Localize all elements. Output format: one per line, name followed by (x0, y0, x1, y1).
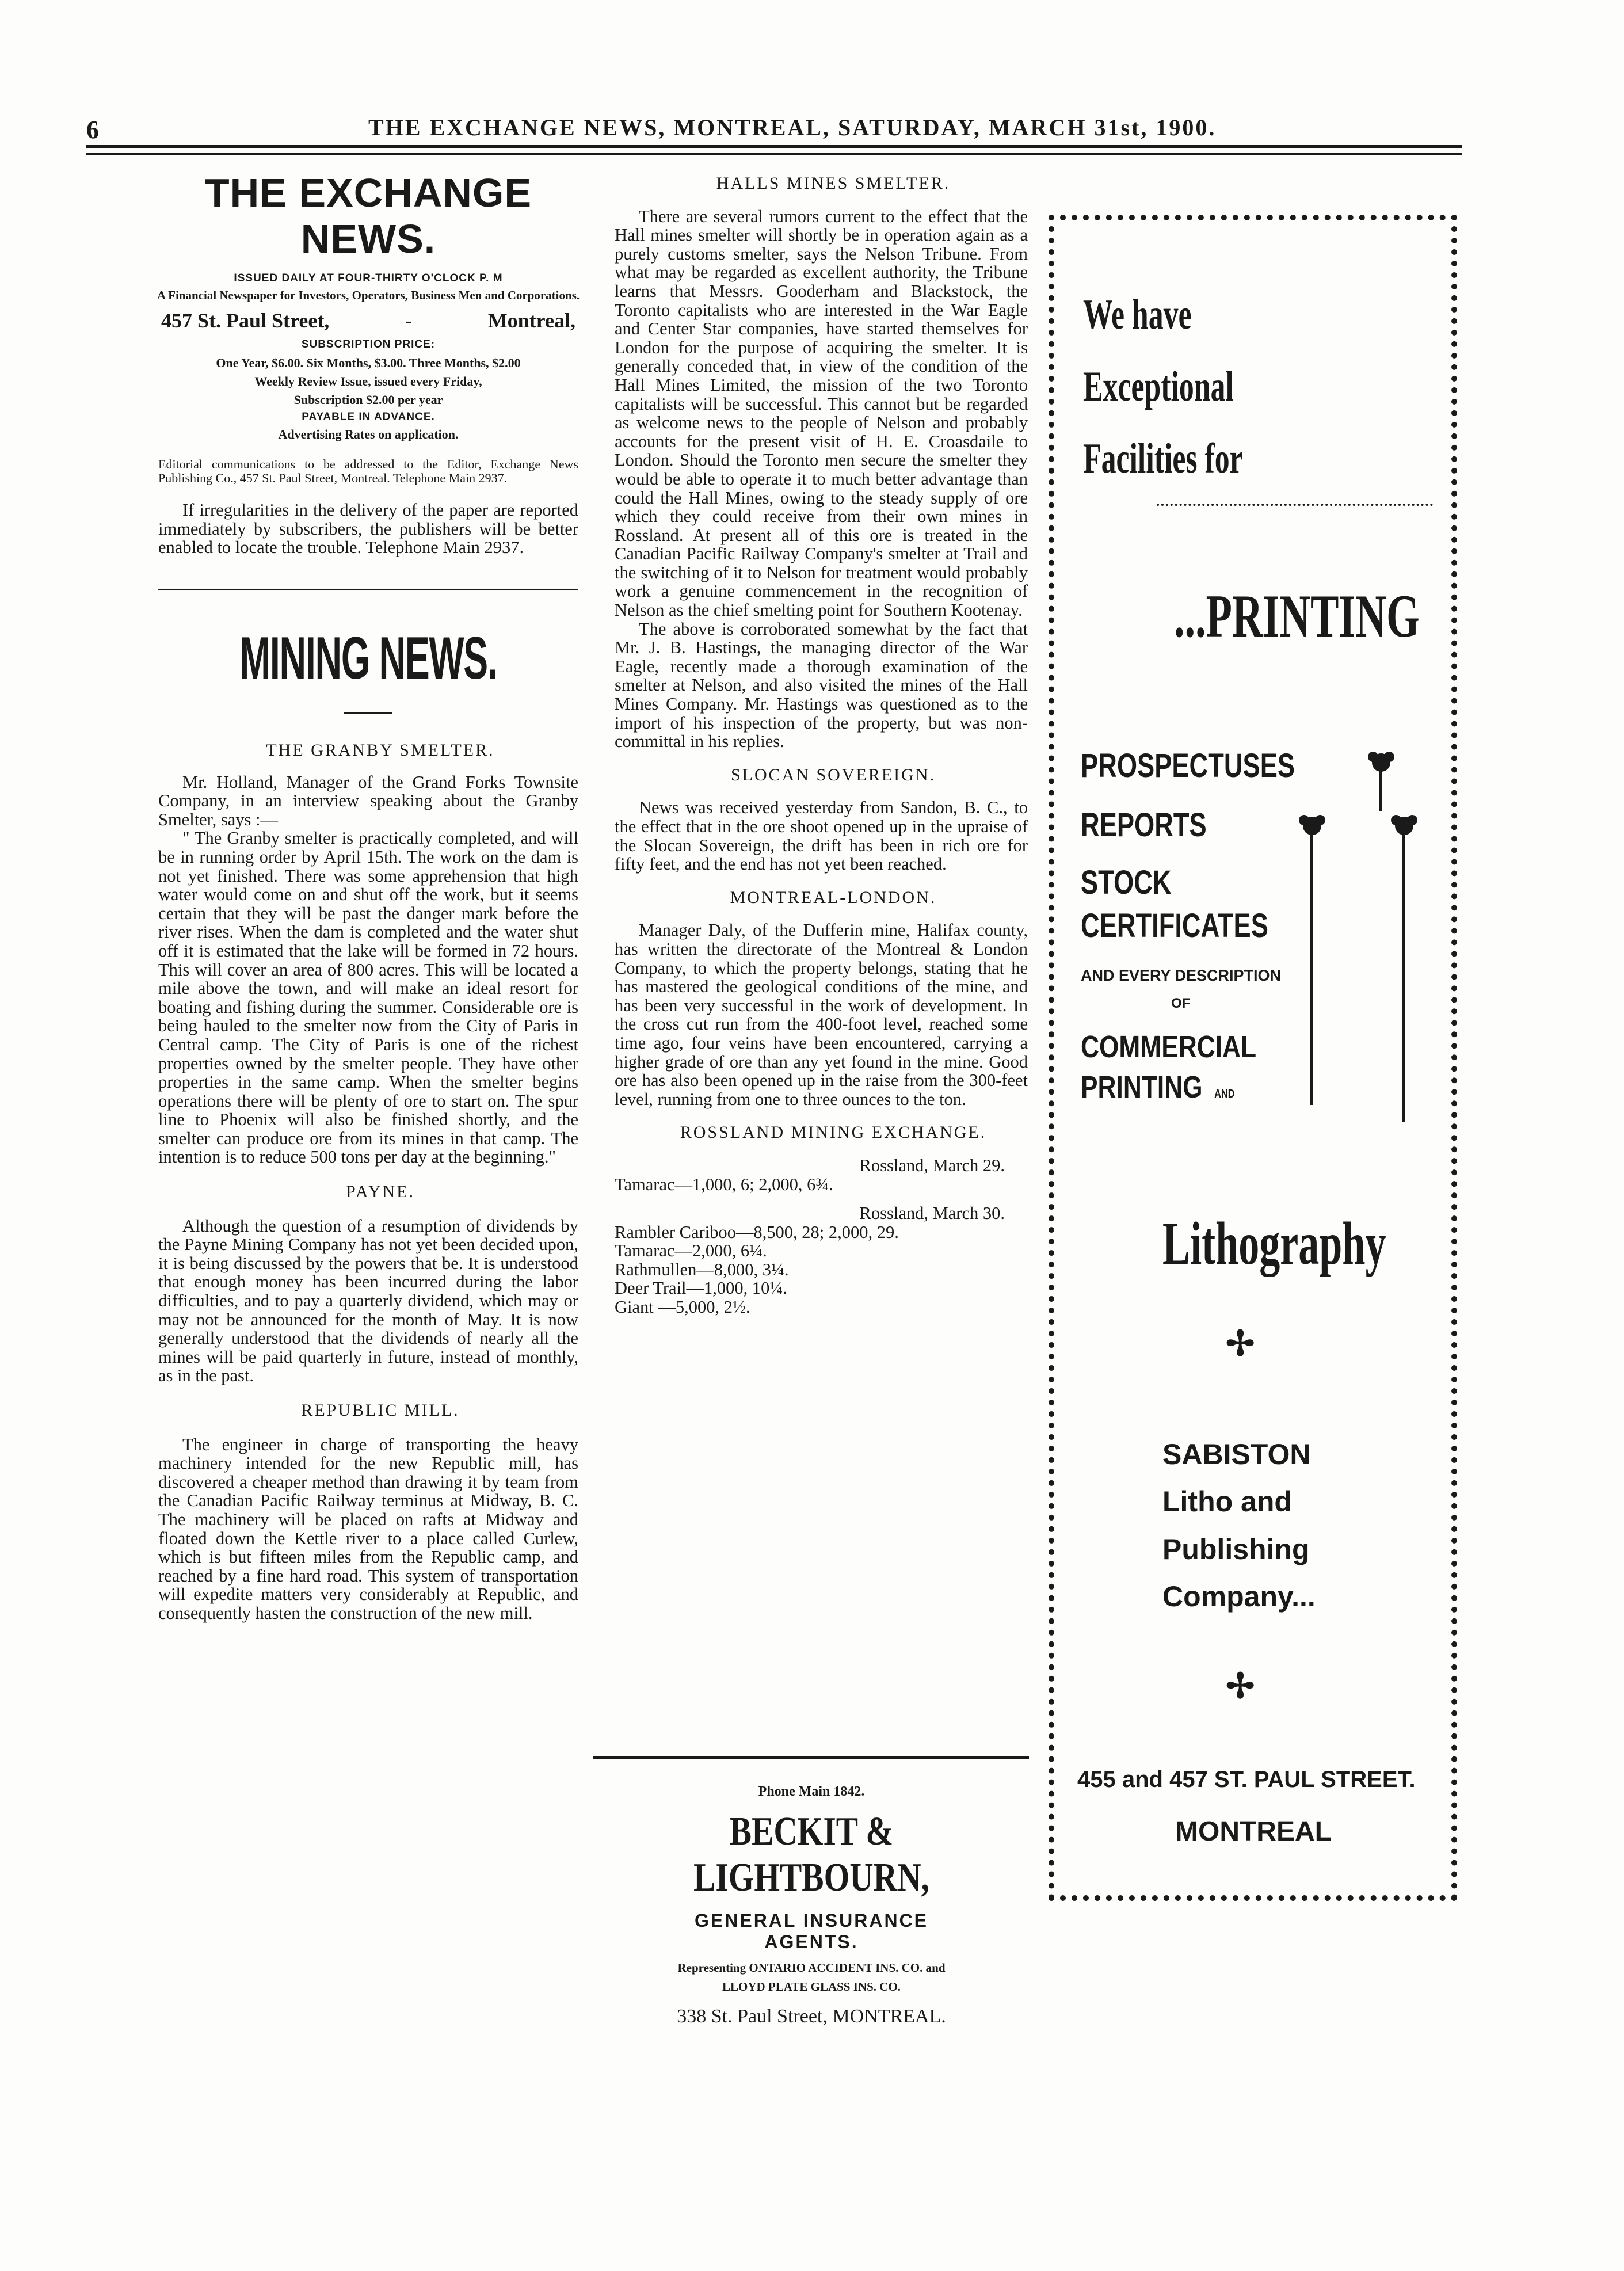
payable-advance: PAYABLE IN ADVANCE. (302, 411, 435, 423)
halls-para-1: There are several rumors current to the effect that the Hall mines smelter will shortly be in operation again as a purely customs smelter, says the Nelson Tribune. From what may be regarded as excellent authority, the Tribune learns that Messrs. Gooderham and Blackstock, the Toronto capitalists who are interested in the War Eagle and Center Star companies, have started themselves for London for the purpose of acquiring the smelter. It is generally conceded that, in view of the condition of the Hall Mines Limited, the mission of the two Toronto capitalists will be successful. This cannot but be regarded as welcome news to the people of Nelson and probably accounts for the present visit of H. E. Croasdaile to London. Should the Toronto men secure the smelter they would be able to operate it to much better advantage than could the Hall Mines, owing to the steady supply of ore which they could receive from their own mines in Rossland. At present all of this ore is treated in the Canadian Pacific Railway Company's smelter at Trail and the switching of it to Nelson for treatment would probably work a genuine commencement in the recognition of Nelson as the chief smelting point for Southern Kootenay. (615, 206, 1028, 620)
masthead-rule (158, 589, 578, 590)
ad-city: MONTREAL (1175, 1816, 1332, 1847)
flower-icon (1368, 752, 1394, 811)
irregularities-text: If irregularities in the delivery of the paper are reported immediately by subscribers, the publishers will be better enabled to locate the trouble. Telephone Main 2937. (158, 500, 578, 558)
column-2 (615, 174, 1028, 1317)
masthead-address (155, 308, 581, 333)
subscription-heading: SUBSCRIPTION PRICE: (301, 338, 436, 350)
weekly-issue: Weekly Review Issue, issued every Friday, (254, 374, 482, 388)
editorial-text: Editorial communications to be addressed to the Editor, Exchange News Publishing Co., 457 St. Paul Street, Montreal. Telephone Main 2937. (158, 457, 578, 485)
ad-dotted-rule (1157, 504, 1433, 506)
masthead (155, 170, 581, 442)
slocan-heading: SLOCAN SOVEREIGN. (730, 765, 936, 784)
ad-facilities: Facilities for (1083, 435, 1243, 482)
ad-company-2: Litho and (1162, 1485, 1292, 1518)
rossland-line: Rambler Cariboo—8,500, 28; 2,000, 29. (615, 1222, 899, 1242)
rossland-rule (593, 1756, 1029, 1759)
ad-every-description: AND EVERY DESCRIPTION (1081, 967, 1282, 984)
irregularities-note (158, 501, 578, 557)
ad-and: AND (1214, 1088, 1235, 1100)
ad-we-have: We have (1083, 291, 1192, 338)
address-dash: - (405, 309, 412, 332)
flower-icon (1391, 815, 1417, 1122)
advertising-rates: Advertising Rates on application. (278, 427, 459, 441)
column-1 (158, 741, 578, 1623)
ad-reports: REPORTS (1081, 806, 1207, 844)
beckit-rep-2: LLOYD PLATE GLASS INS. CO. (722, 1980, 901, 1994)
rossland-line: Giant —5,000, 2½. (615, 1297, 750, 1317)
ad-printing-word: PRINTING (1081, 1070, 1203, 1104)
header-rule-top (86, 145, 1462, 148)
rossland-heading: ROSSLAND MINING EXCHANGE. (680, 1123, 987, 1142)
ad-of: OF (1171, 996, 1191, 1011)
beckit-line-2: AGENTS. (764, 1931, 859, 1952)
rossland-line: Tamarac—2,000, 6¼. (615, 1241, 767, 1261)
ad-company-4: Company... (1162, 1580, 1316, 1613)
montreal-heading: MONTREAL-LONDON. (730, 887, 937, 907)
masthead-tagline: A Financial Newspaper for Investors, Operators, Business Men and Corporations. (157, 288, 580, 302)
ad-commercial-printing (1081, 1069, 1235, 1105)
montreal-para: Manager Daly, of the Dufferin mine, Halifax county, has written the directorate of the Montreal & London Company, to which the property belongs, stating that he has mastered the geological conditions of the mine, and has been very successful in the work of development. In the cross cut run from the 400-foot level, reached some time ago, four veins have been encountered, carrying a higher grade of ore than any yet found in the mine. Good ore has also been opened up in the raise from the 300-feet level, running from one to three ounces to the ton. (615, 920, 1028, 1109)
header-rule-bottom (86, 153, 1462, 155)
rossland-line: Rathmullen—8,000, 3¼. (615, 1259, 789, 1279)
halls-para-2: The above is corroborated somewhat by the fact that Mr. J. B. Hastings, the managing director of the War Eagle, recently made a thorough examination of the smelter at Nelson, and also visited the mines of the Hall Mines Company. Mr. Hastings was questioned as to the import of his inspection of the property, but was non-committal in his replies. (615, 619, 1028, 752)
granby-para-1: Mr. Holland, Manager of the Grand Forks Townsite Company, in an interview speaking about the Granby Smelter, says :— (158, 772, 578, 829)
editorial-note (158, 458, 578, 485)
republic-para: The engineer in charge of transporting the heavy machinery intended for the new Republic mill, has discovered a cheaper method than drawing it by team from the Canadian Pacific Railway terminus at Midway, B. C. The machinery will be placed on rafts at Midway and floated down the Kettle river to a place called Curlew, which is but fifteen miles from the Republic camp, and reached by a fine hard road. This system of transportation will expedite matters very considerably at Republic, and consequently hasten the construction of the new mill. (158, 1434, 578, 1623)
ad-exceptional: Exceptional (1083, 363, 1234, 410)
ornament-x-icon: ✢ (1226, 1324, 1255, 1364)
ad-certificates: CERTIFICATES (1081, 907, 1268, 944)
ad-address: 455 and 457 ST. PAUL STREET. (1077, 1767, 1416, 1792)
halls-heading: HALLS MINES SMELTER. (716, 174, 951, 193)
address-city: Montreal, (487, 309, 575, 332)
page-number: 6 (86, 116, 99, 144)
beckit-address: 338 St. Paul Street, MONTREAL. (677, 2006, 946, 2027)
ornament-x-icon: ✢ (1226, 1666, 1255, 1706)
ad-stock: STOCK (1081, 864, 1172, 901)
subscription-rates: One Year, $6.00. Six Months, $3.00. Three Months, $2.00 (216, 356, 521, 370)
weekly-price: Subscription $2.00 per year (293, 393, 443, 407)
republic-heading: REPUBLIC MILL. (301, 1401, 460, 1420)
ad-lithography: Lithography (1162, 1210, 1386, 1277)
rossland-line: Deer Trail—1,000, 10¼. (615, 1278, 787, 1298)
granby-heading: THE GRANBY SMELTER. (266, 741, 495, 760)
ad-printing: ...PRINTING (1174, 582, 1420, 650)
running-head: THE EXCHANGE NEWS, MONTREAL, SATURDAY, MARCH 31st, 1900. (368, 115, 1217, 140)
floral-ornament (1289, 748, 1427, 1128)
ad-company-3: Publishing (1162, 1533, 1310, 1565)
beckit-ad (598, 1784, 1024, 2028)
granby-para-2: " The Granby smelter is practically completed, and will be in running order by April 15th. The work on the dam is not yet finished. There was some apprehension that high water would come on and shut off the work, but it seems certain that they will be past the danger mark before the river rises. When the dam is completed and the water shut off it is estimated that the lake will be formed in 72 hours. This will cover an area of 800 acres. This will be located a mile above the town, and will make an ideal resort for boating and fishing during the summer. Considerable ore is being hauled to the smelter now from the City of Paris in Central camp. The City of Paris is one of the richest properties owned by the smelter people. They have other properties in the same camp. When the smelter begins operations there will be plenty of ore to start on. The spur line to Phoenix will also be finished shortly, and the smelter can produce ore from its mines in that camp. The intention is to reduce 500 tons per day at the beginning." (158, 828, 578, 1167)
beckit-rep-1: Representing ONTARIO ACCIDENT INS. CO. and (677, 1961, 946, 1975)
beckit-line-1: GENERAL INSURANCE (695, 1910, 928, 1931)
masthead-title: THE EXCHANGE NEWS. (204, 170, 532, 261)
beckit-name: BECKIT & LIGHTBOURN, (693, 1809, 929, 1900)
ad-commercial: COMMERCIAL (1081, 1030, 1257, 1064)
slocan-para: News was received yesterday from Sandon, B. C., to the effect that in the ore shoot opened up in the upraise of the Slocan Sovereign, the drift has been in rich ore for fifty feet, and the end has not yet been reached. (615, 798, 1028, 874)
flower-icon (1299, 815, 1325, 1105)
ad-company-1: SABISTON (1162, 1438, 1311, 1470)
rossland-date-2: Rossland, March 30. (859, 1203, 1005, 1224)
payne-heading: PAYNE. (346, 1182, 415, 1202)
rossland-date-1: Rossland, March 29. (859, 1155, 1005, 1175)
ad-prospectuses: PROSPECTUSES (1081, 747, 1295, 784)
payne-para: Although the question of a resumption of dividends by the Payne Mining Company has not yet been decided upon, it is being discussed by the powers that be. It is understood that enough money has been incurred during the labor difficulties, and to pay a quarterly dividend, which may or may not be announced for the month of May. It is now generally understood that the dividends of nearly all the mines will be paid quarterly in future, instead of monthly, as in the past. (158, 1215, 578, 1386)
section-dash (344, 712, 392, 714)
address-street: 457 St. Paul Street, (161, 309, 330, 332)
beckit-phone: Phone Main 1842. (758, 1784, 865, 1799)
section-title: MINING NEWS. (239, 625, 497, 692)
masthead-issued: ISSUED DAILY AT FOUR-THIRTY O'CLOCK P. M (234, 272, 503, 284)
rossland-line-1: Tamarac—1,000, 6; 2,000, 6¾. (615, 1174, 833, 1194)
